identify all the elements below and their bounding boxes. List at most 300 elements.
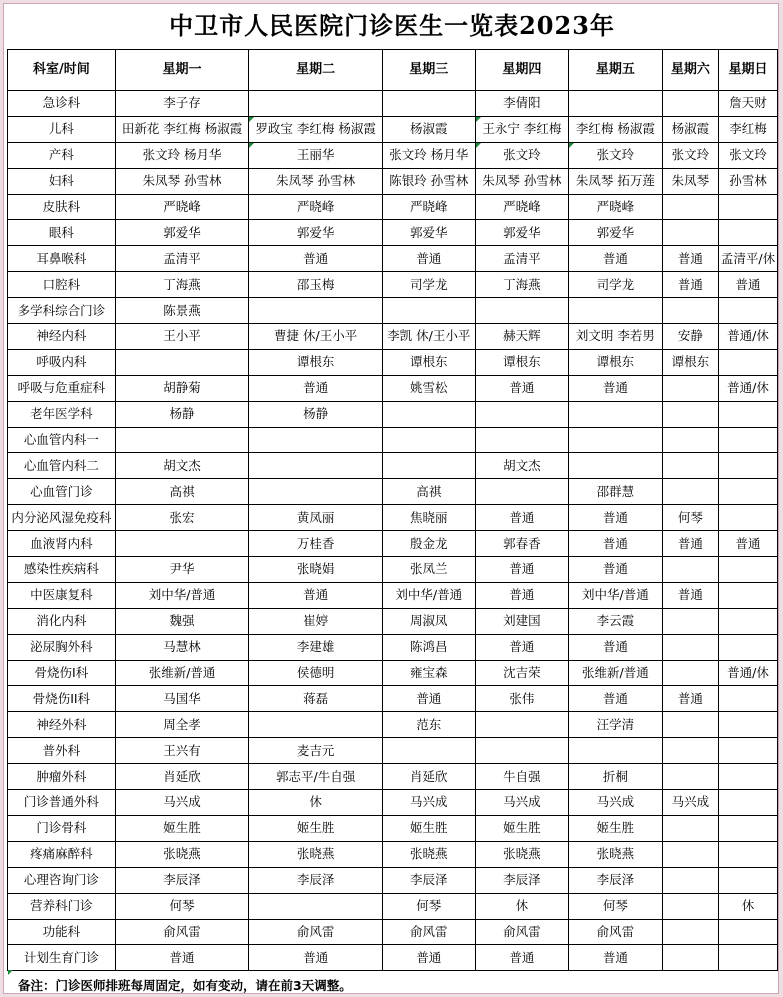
schedule-cell: 殷金龙 (382, 531, 475, 557)
schedule-cell: 姬生胜 (475, 815, 569, 841)
table-row (8, 557, 778, 583)
schedule-cell (115, 349, 249, 375)
schedule-cell: 王小平 (115, 324, 249, 350)
schedule-cell: 马兴成 (569, 790, 663, 816)
schedule-cell (719, 712, 778, 738)
schedule-cell (719, 401, 778, 427)
schedule-cell: 郭志平/牛自强 (249, 764, 383, 790)
schedule-cell: 普通 (662, 246, 718, 272)
dept-cell: 门诊普通外科 (8, 790, 116, 816)
schedule-cell: 普通 (569, 375, 663, 401)
schedule-cell: 田新花 李红梅 杨淑霞 (115, 116, 249, 142)
schedule-cell (382, 738, 475, 764)
dept-cell: 皮肤科 (8, 194, 116, 220)
schedule-cell: 周淑凤 (382, 608, 475, 634)
schedule-cell (569, 427, 663, 453)
schedule-cell: 谭根东 (569, 349, 663, 375)
schedule-cell: 曹捷 休/王小平 (249, 324, 383, 350)
schedule-cell (662, 634, 718, 660)
schedule-cell (662, 298, 718, 324)
schedule-cell: 张文玲 杨月华 (115, 142, 249, 168)
schedule-cell: 李云霞 (569, 608, 663, 634)
schedule-cell: 休 (719, 893, 778, 919)
schedule-cell (719, 945, 778, 971)
schedule-cell: 何琴 (115, 893, 249, 919)
schedule-cell: 普通 (569, 505, 663, 531)
schedule-cell: 普通/休 (719, 375, 778, 401)
schedule-cell: 丁海燕 (475, 272, 569, 298)
schedule-cell: 严晓峰 (382, 194, 475, 220)
schedule-cell (719, 427, 778, 453)
schedule-cell: 普通 (662, 582, 718, 608)
schedule-cell: 朱凤琴 孙雪林 (115, 168, 249, 194)
schedule-cell: 姬生胜 (249, 815, 383, 841)
schedule-cell (382, 427, 475, 453)
schedule-cell (475, 479, 569, 505)
table-row (8, 401, 778, 427)
schedule-cell (662, 712, 718, 738)
table-row (8, 764, 778, 790)
table-row (8, 919, 778, 945)
schedule-cell: 侯德明 (249, 660, 383, 686)
schedule-cell: 普通 (719, 531, 778, 557)
schedule-cell (662, 893, 718, 919)
schedule-cell: 朱凤琴 拓万莲 (569, 168, 663, 194)
schedule-cell (382, 298, 475, 324)
dept-cell: 内分泌风湿免疫科 (8, 505, 116, 531)
schedule-cell: 李建雄 (249, 634, 383, 660)
dept-cell: 眼科 (8, 220, 116, 246)
schedule-cell (719, 790, 778, 816)
schedule-cell (569, 298, 663, 324)
schedule-cell: 马兴成 (475, 790, 569, 816)
dept-cell: 门诊骨科 (8, 815, 116, 841)
schedule-cell (249, 893, 383, 919)
dept-cell: 呼吸内科 (8, 349, 116, 375)
schedule-cell (475, 401, 569, 427)
schedule-cell (662, 375, 718, 401)
schedule-cell: 休 (475, 893, 569, 919)
dept-cell: 泌尿胸外科 (8, 634, 116, 660)
schedule-cell: 尹华 (115, 557, 249, 583)
table-row (8, 324, 778, 350)
schedule-cell: 张晓燕 (475, 841, 569, 867)
dept-cell: 心理咨询门诊 (8, 867, 116, 893)
schedule-cell (475, 738, 569, 764)
schedule-cell (719, 764, 778, 790)
table-row (8, 634, 778, 660)
dept-cell: 感染性疾病科 (8, 557, 116, 583)
schedule-cell (662, 427, 718, 453)
schedule-cell (719, 815, 778, 841)
schedule-cell: 何琴 (569, 893, 663, 919)
schedule-cell: 黄凤丽 (249, 505, 383, 531)
table-row (8, 945, 778, 971)
schedule-cell: 严晓峰 (115, 194, 249, 220)
schedule-cell (719, 867, 778, 893)
schedule-cell: 孟清平 (115, 246, 249, 272)
schedule-cell: 普通 (249, 246, 383, 272)
table-body (8, 91, 778, 971)
dept-cell: 消化内科 (8, 608, 116, 634)
schedule-cell: 高祺 (382, 479, 475, 505)
schedule-cell: 李辰泽 (249, 867, 383, 893)
schedule-cell (719, 608, 778, 634)
schedule-cell: 司学龙 (382, 272, 475, 298)
schedule-cell: 崔婷 (249, 608, 383, 634)
schedule-cell (719, 919, 778, 945)
table-row (8, 479, 778, 505)
schedule-cell: 张文玲 (569, 142, 663, 168)
schedule-cell: 张晓燕 (249, 841, 383, 867)
schedule-cell (249, 453, 383, 479)
schedule-cell: 詹天财 (719, 91, 778, 117)
schedule-cell: 普通 (475, 505, 569, 531)
schedule-cell: 姬生胜 (382, 815, 475, 841)
schedule-cell: 朱凤琴 孙雪林 (249, 168, 383, 194)
schedule-cell: 折桐 (569, 764, 663, 790)
footer-note: 备注：门诊医师排班每周固定，如有变动，请在前3天调整。 (18, 978, 352, 993)
schedule-cell: 李辰泽 (475, 867, 569, 893)
schedule-cell: 俞风雷 (115, 919, 249, 945)
schedule-cell: 张凤兰 (382, 557, 475, 583)
schedule-cell: 郭爱华 (249, 220, 383, 246)
schedule-cell: 马兴成 (382, 790, 475, 816)
schedule-cell (719, 686, 778, 712)
dept-cell: 计划生育门诊 (8, 945, 116, 971)
schedule-cell: 陈银玲 孙雪林 (382, 168, 475, 194)
schedule-cell: 邵玉梅 (249, 272, 383, 298)
schedule-table (7, 49, 778, 971)
table-row (8, 815, 778, 841)
schedule-cell: 张晓燕 (569, 841, 663, 867)
schedule-cell: 严晓峰 (569, 194, 663, 220)
schedule-cell: 郭爱华 (115, 220, 249, 246)
schedule-cell (115, 427, 249, 453)
page-title: 中卫市人民医院门诊医生一览表2023年 (169, 11, 615, 40)
schedule-cell: 刘建国 (475, 608, 569, 634)
schedule-cell: 普通 (475, 945, 569, 971)
schedule-cell (719, 479, 778, 505)
schedule-cell (662, 867, 718, 893)
header-day: 星期四 (475, 50, 569, 91)
schedule-cell: 肖延欣 (382, 764, 475, 790)
schedule-cell (662, 608, 718, 634)
schedule-cell: 胡静菊 (115, 375, 249, 401)
schedule-cell: 普通 (569, 246, 663, 272)
schedule-cell (719, 220, 778, 246)
dept-cell: 营养科门诊 (8, 893, 116, 919)
schedule-cell: 俞风雷 (569, 919, 663, 945)
table-row (8, 867, 778, 893)
schedule-cell: 普通 (249, 945, 383, 971)
dept-cell: 产科 (8, 142, 116, 168)
schedule-cell: 张晓燕 (382, 841, 475, 867)
schedule-cell: 李辰泽 (382, 867, 475, 893)
schedule-cell (662, 919, 718, 945)
schedule-cell: 孙雪林 (719, 168, 778, 194)
schedule-cell: 普通 (569, 557, 663, 583)
schedule-cell: 普通 (249, 375, 383, 401)
schedule-cell: 普通 (475, 557, 569, 583)
schedule-cell (719, 298, 778, 324)
schedule-cell: 罗政宝 李红梅 杨淑霞 (249, 116, 383, 142)
schedule-cell: 普通 (569, 945, 663, 971)
schedule-cell: 普通 (569, 686, 663, 712)
dept-cell: 儿科 (8, 116, 116, 142)
table-row (8, 298, 778, 324)
schedule-cell: 普通 (475, 582, 569, 608)
schedule-cell (249, 712, 383, 738)
schedule-cell: 刘文明 李若男 (569, 324, 663, 350)
table-row (8, 608, 778, 634)
schedule-cell: 普通 (382, 686, 475, 712)
schedule-cell: 普通 (719, 272, 778, 298)
schedule-cell: 杨静 (249, 401, 383, 427)
dept-cell: 心血管门诊 (8, 479, 116, 505)
schedule-cell (719, 505, 778, 531)
schedule-cell: 郭春香 (475, 531, 569, 557)
header-row (8, 50, 778, 91)
schedule-cell: 俞风雷 (475, 919, 569, 945)
schedule-cell (249, 427, 383, 453)
schedule-cell: 蒋磊 (249, 686, 383, 712)
dept-cell: 耳鼻喉科 (8, 246, 116, 272)
table-row (8, 142, 778, 168)
dept-cell: 急诊科 (8, 91, 116, 117)
schedule-cell (719, 557, 778, 583)
schedule-cell (662, 557, 718, 583)
schedule-cell (719, 349, 778, 375)
schedule-cell (719, 634, 778, 660)
schedule-cell: 杨淑霞 (382, 116, 475, 142)
header-day: 星期五 (569, 50, 663, 91)
dept-cell: 中医康复科 (8, 582, 116, 608)
schedule-cell: 马国华 (115, 686, 249, 712)
schedule-cell: 李辰泽 (569, 867, 663, 893)
schedule-cell (719, 738, 778, 764)
table-row (8, 246, 778, 272)
dept-cell: 功能科 (8, 919, 116, 945)
schedule-cell: 郭爱华 (382, 220, 475, 246)
schedule-cell: 姬生胜 (569, 815, 663, 841)
schedule-cell: 高祺 (115, 479, 249, 505)
schedule-cell: 刘中华/普通 (382, 582, 475, 608)
schedule-cell: 张晓娟 (249, 557, 383, 583)
schedule-cell (662, 91, 718, 117)
schedule-cell: 普通 (662, 686, 718, 712)
schedule-cell: 汪学清 (569, 712, 663, 738)
schedule-cell: 休 (249, 790, 383, 816)
schedule-cell: 李辰泽 (115, 867, 249, 893)
schedule-cell: 马兴成 (115, 790, 249, 816)
table-row (8, 168, 778, 194)
header-day: 星期二 (249, 50, 383, 91)
header-dept-time: 科室/时间 (8, 50, 116, 91)
table-row (8, 91, 778, 117)
schedule-cell: 张伟 (475, 686, 569, 712)
schedule-cell: 何琴 (382, 893, 475, 919)
schedule-cell (475, 298, 569, 324)
schedule-cell: 肖延欣 (115, 764, 249, 790)
schedule-cell: 马慧林 (115, 634, 249, 660)
table-row (8, 712, 778, 738)
schedule-cell: 谭根东 (382, 349, 475, 375)
schedule-cell (662, 220, 718, 246)
schedule-cell (719, 582, 778, 608)
schedule-cell: 麦吉元 (249, 738, 383, 764)
schedule-cell (382, 91, 475, 117)
schedule-cell: 邵群慧 (569, 479, 663, 505)
schedule-cell: 陈景燕 (115, 298, 249, 324)
schedule-cell: 沈吉荣 (475, 660, 569, 686)
schedule-cell (382, 453, 475, 479)
schedule-cell: 俞风雷 (382, 919, 475, 945)
schedule-cell: 普通 (475, 634, 569, 660)
schedule-cell: 胡文杰 (115, 453, 249, 479)
schedule-cell: 郭爱华 (569, 220, 663, 246)
schedule-cell (249, 298, 383, 324)
table-row (8, 272, 778, 298)
schedule-cell: 普通 (569, 531, 663, 557)
schedule-cell: 普通 (382, 945, 475, 971)
schedule-cell: 万桂香 (249, 531, 383, 557)
schedule-cell: 张维新/普通 (115, 660, 249, 686)
schedule-cell: 杨静 (115, 401, 249, 427)
table-row (8, 686, 778, 712)
dept-cell: 血液肾内科 (8, 531, 116, 557)
dept-cell: 心血管内科二 (8, 453, 116, 479)
schedule-cell (719, 841, 778, 867)
schedule-cell: 姚雪松 (382, 375, 475, 401)
dept-cell: 心血管内科一 (8, 427, 116, 453)
schedule-cell: 李子存 (115, 91, 249, 117)
schedule-cell: 普通 (662, 531, 718, 557)
schedule-cell: 雍宝森 (382, 660, 475, 686)
table-row (8, 660, 778, 686)
schedule-cell: 刘中华/普通 (115, 582, 249, 608)
schedule-cell: 普通 (662, 272, 718, 298)
schedule-cell: 姬生胜 (115, 815, 249, 841)
schedule-cell: 严晓峰 (475, 194, 569, 220)
schedule-cell (475, 712, 569, 738)
schedule-cell: 普通 (382, 246, 475, 272)
dept-cell: 神经内科 (8, 324, 116, 350)
schedule-cell: 谭根东 (662, 349, 718, 375)
table-row (8, 531, 778, 557)
schedule-cell: 李倩阳 (475, 91, 569, 117)
table-row (8, 841, 778, 867)
schedule-cell (719, 453, 778, 479)
schedule-cell (249, 91, 383, 117)
schedule-cell: 张晓燕 (115, 841, 249, 867)
table-row (8, 893, 778, 919)
dept-cell: 普外科 (8, 738, 116, 764)
schedule-cell: 朱凤琴 孙雪林 (475, 168, 569, 194)
schedule-cell: 杨淑霞 (662, 116, 718, 142)
schedule-cell (569, 91, 663, 117)
schedule-cell: 普通 (115, 945, 249, 971)
dept-cell: 疼痛麻醉科 (8, 841, 116, 867)
schedule-cell: 普通/休 (719, 324, 778, 350)
schedule-cell: 孟清平 (475, 246, 569, 272)
schedule-cell (249, 479, 383, 505)
schedule-cell: 何琴 (662, 505, 718, 531)
corner-mark (8, 970, 13, 975)
schedule-cell (475, 427, 569, 453)
dept-cell: 神经外科 (8, 712, 116, 738)
schedule-cell (719, 194, 778, 220)
schedule-cell: 范东 (382, 712, 475, 738)
schedule-cell: 严晓峰 (249, 194, 383, 220)
table-row (8, 505, 778, 531)
schedule-cell (662, 738, 718, 764)
schedule-cell: 胡文杰 (475, 453, 569, 479)
schedule-cell: 李红梅 杨淑霞 (569, 116, 663, 142)
schedule-cell: 谭根东 (249, 349, 383, 375)
schedule-cell: 马兴成 (662, 790, 718, 816)
schedule-cell: 普通 (569, 634, 663, 660)
schedule-cell: 张宏 (115, 505, 249, 531)
dept-cell: 多学科综合门诊 (8, 298, 116, 324)
schedule-cell: 焦晓丽 (382, 505, 475, 531)
schedule-cell: 普通 (475, 375, 569, 401)
schedule-cell: 张文玲 (719, 142, 778, 168)
schedule-sheet (3, 3, 779, 994)
schedule-cell (662, 660, 718, 686)
schedule-cell: 丁海燕 (115, 272, 249, 298)
header-day: 星期一 (115, 50, 249, 91)
schedule-cell: 郭爱华 (475, 220, 569, 246)
schedule-cell: 朱凤琴 (662, 168, 718, 194)
dept-cell: 骨烧伤II科 (8, 686, 116, 712)
dept-cell: 呼吸与危重症科 (8, 375, 116, 401)
table-row (8, 194, 778, 220)
schedule-cell (662, 815, 718, 841)
schedule-cell: 谭根东 (475, 349, 569, 375)
dept-cell: 肿瘤外科 (8, 764, 116, 790)
schedule-cell: 司学龙 (569, 272, 663, 298)
schedule-cell (662, 945, 718, 971)
table-row (8, 582, 778, 608)
schedule-cell: 张文玲 (662, 142, 718, 168)
schedule-cell: 普通/休 (719, 660, 778, 686)
dept-cell: 老年医学科 (8, 401, 116, 427)
header-day: 星期三 (382, 50, 475, 91)
table-row (8, 427, 778, 453)
table-row (8, 220, 778, 246)
table-row (8, 375, 778, 401)
schedule-cell: 普通 (249, 582, 383, 608)
schedule-cell: 孟清平/休 (719, 246, 778, 272)
table-row (8, 349, 778, 375)
schedule-cell: 王丽华 (249, 142, 383, 168)
table-row (8, 738, 778, 764)
schedule-cell: 张维新/普通 (569, 660, 663, 686)
schedule-cell: 赫天辉 (475, 324, 569, 350)
schedule-cell (569, 738, 663, 764)
schedule-cell (662, 401, 718, 427)
schedule-cell: 安静 (662, 324, 718, 350)
schedule-cell (115, 531, 249, 557)
table-row (8, 453, 778, 479)
schedule-cell: 张文玲 杨月华 (382, 142, 475, 168)
schedule-cell: 陈鸿昌 (382, 634, 475, 660)
dept-cell: 骨烧伤I科 (8, 660, 116, 686)
schedule-cell: 俞风雷 (249, 919, 383, 945)
header-day: 星期六 (662, 50, 718, 91)
schedule-cell (662, 841, 718, 867)
